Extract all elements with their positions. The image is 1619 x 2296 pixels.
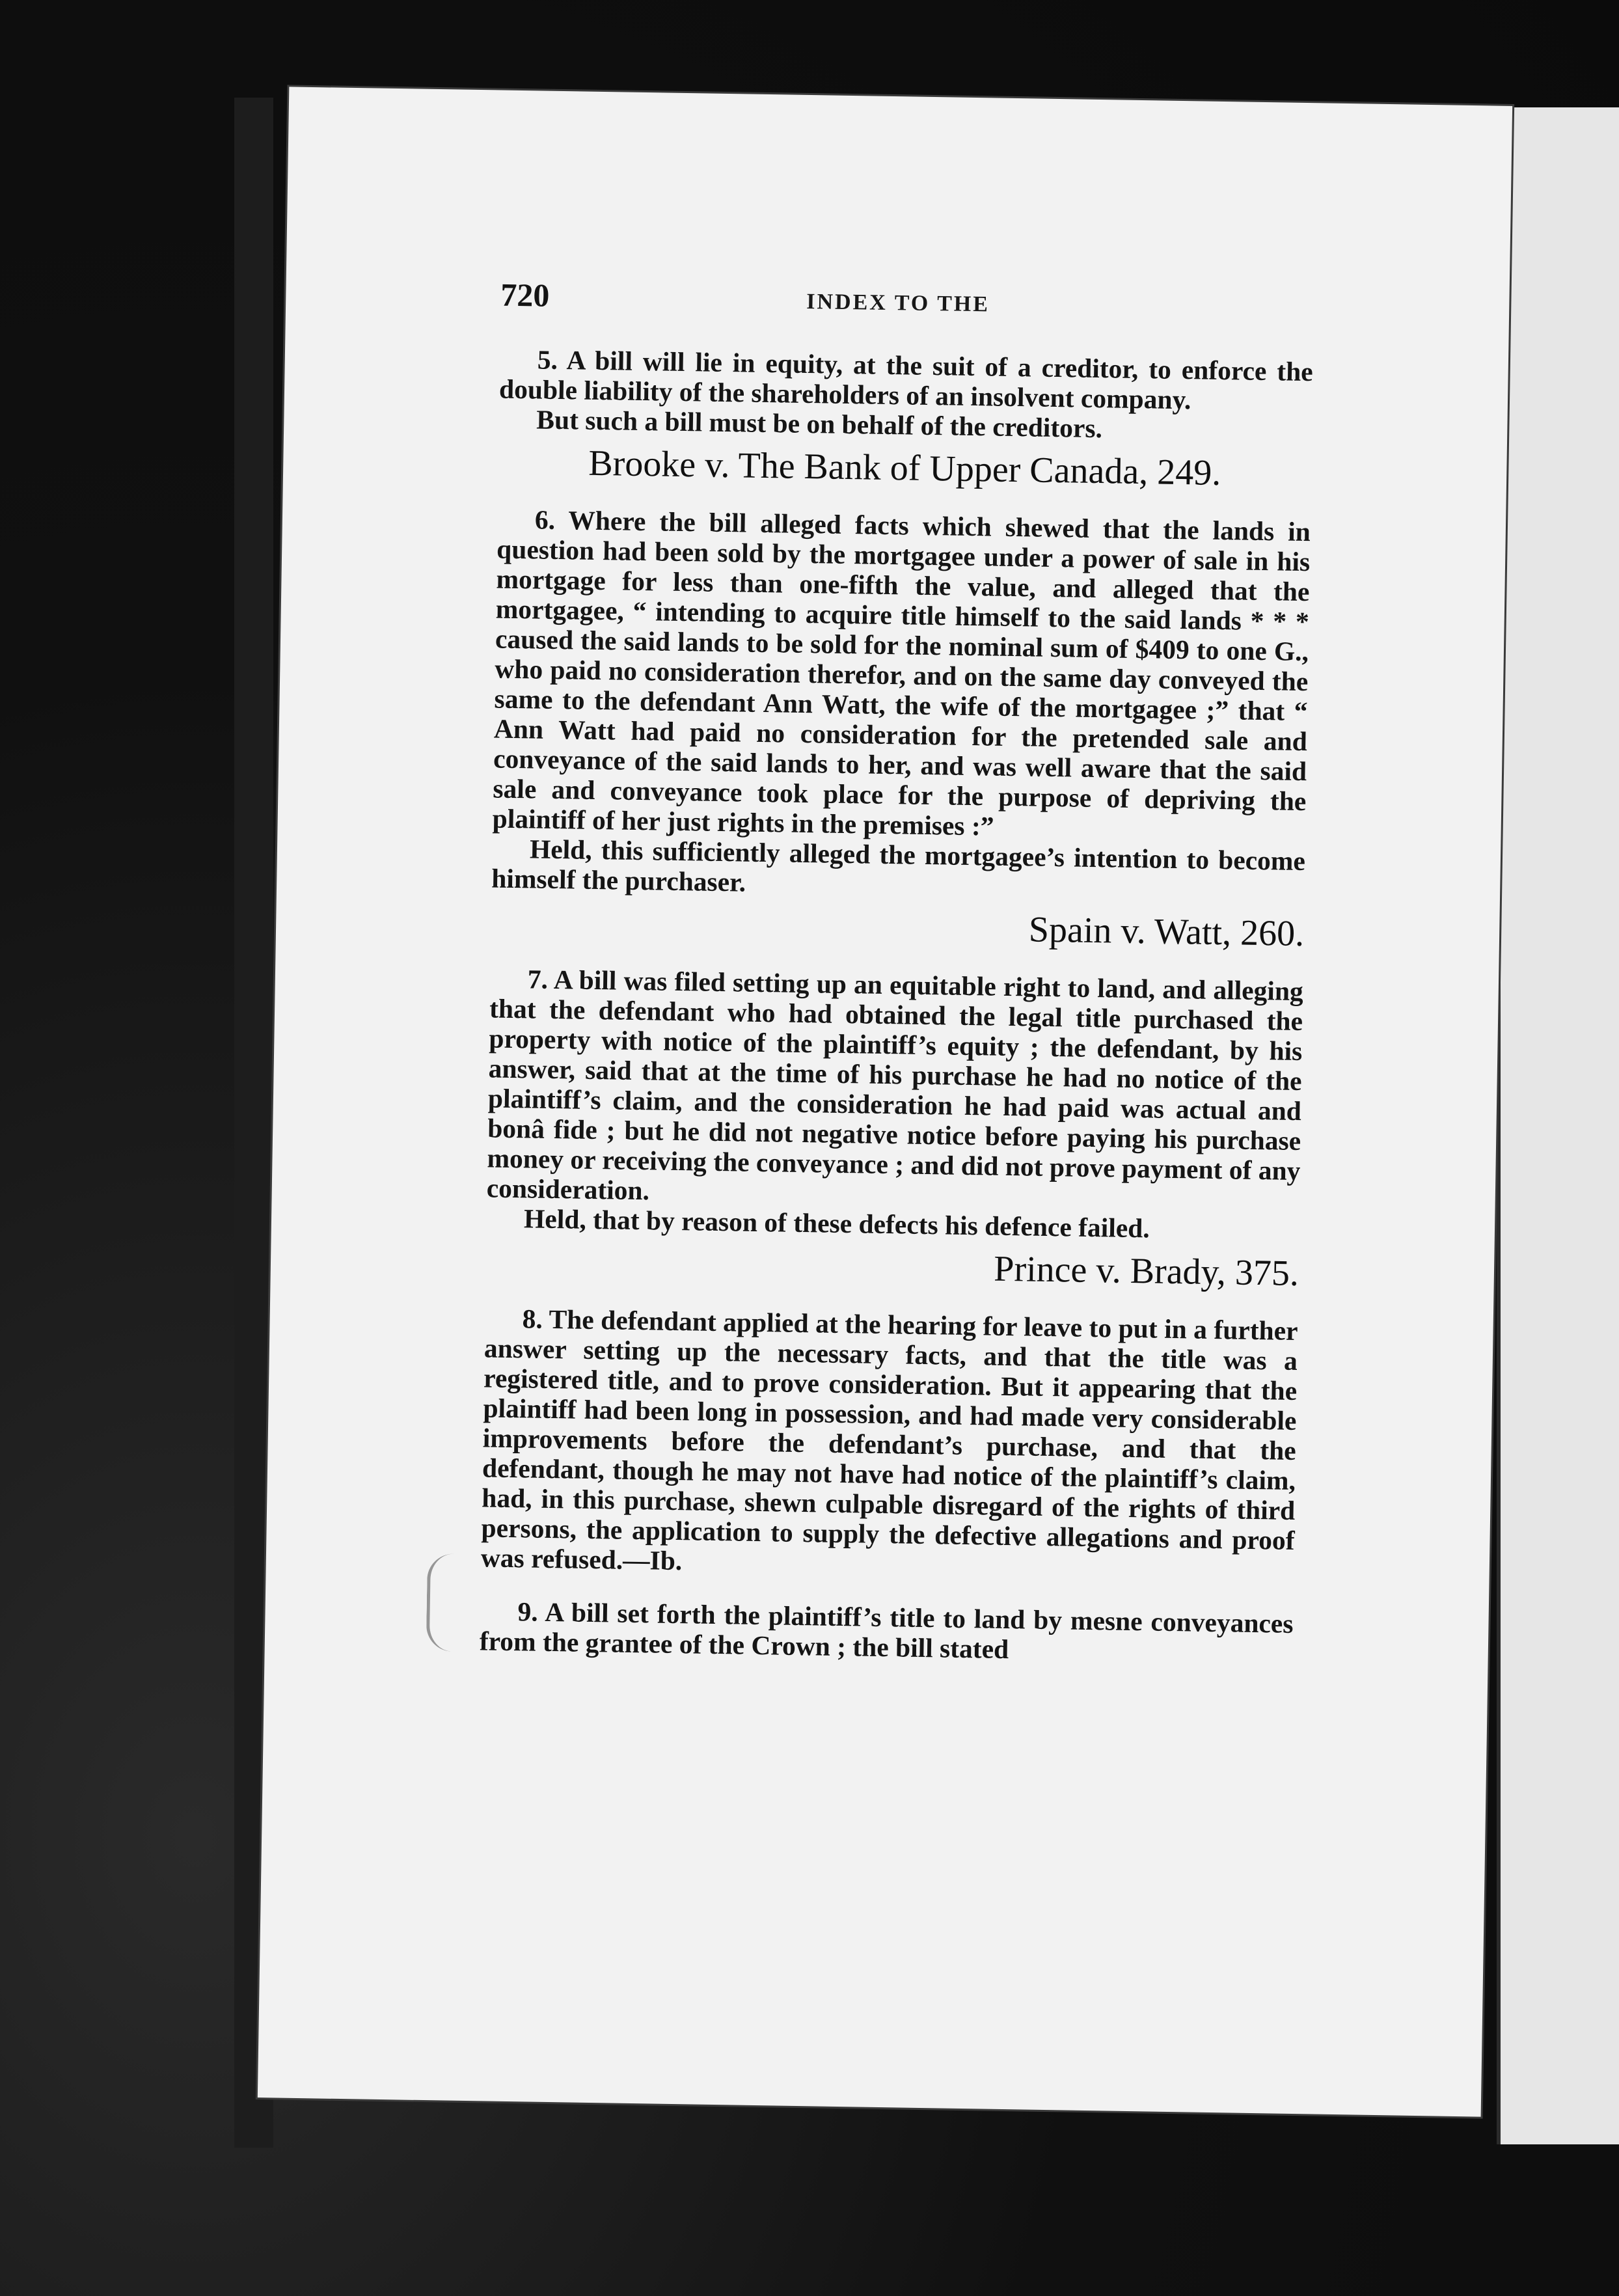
- index-entry-6: [491, 504, 1311, 957]
- page-number: 720: [500, 276, 550, 314]
- entry-paragraph: 9. A bill set forth the plaintiff’s title to land by mesne conveyances from the grantee of the Crown ; the bill stated: [479, 1596, 1294, 1665]
- entry-paragraph: 5. A bill will lie in equity, at the suit of a creditor, to enforce the double liability of the shareholders of an insolvent company.: [498, 344, 1314, 415]
- pencil-mark: [426, 1553, 470, 1652]
- index-entry-7: [485, 963, 1304, 1296]
- entry-paragraph: 7. A bill was filed setting up an equitable right to land, and alleging that the defendant who had obtained the legal title purchased the property with notice of the plaintiff’s equity ; the defendant, by his answer, said that at the time of his purchase he had no notice of the plaintiff’s claim, and the consideration he had paid was actual and bonâ fide ; but he did not negative notice before paying his purchase money or receiving the conveyance ; and did not prove payment of any consideration.: [486, 964, 1304, 1206]
- index-entry-5: [498, 344, 1313, 498]
- entry-paragraph: Held, that by reason of these defects his defence failed.: [523, 1203, 1150, 1244]
- book-page: [258, 87, 1512, 2116]
- case-citation: Spain v. Watt, 260.: [1028, 909, 1305, 955]
- entry-paragraph: But such a bill must be on behalf of the creditors.: [536, 404, 1103, 444]
- entry-paragraph: 8. The defendant applied at the hearing for leave to put in a further answer setting up the necessary facts, and that the title was a registered title, and to prove consideration. But it appearing that the plaintiff had been long in possession, and had made very considerable improvements before the defendant’s purchase, and that the defendant, though he may not have had notice of the plaintiff’s claim, had, in this purchase, shewn culpable disregard of the rights of third persons, the application to supply the defective allegations and proof was refused.—Ib.: [480, 1304, 1298, 1576]
- index-entry-9: [480, 1596, 1294, 1669]
- index-entry-8: [481, 1303, 1298, 1585]
- case-citation: Brooke v. The Bank of Upper Canada, 249.: [588, 443, 1221, 493]
- running-head: INDEX TO THE: [806, 289, 990, 317]
- entry-paragraph: Held, this sufficiently alleged the mortgagee’s intention to become himself the purchaser.: [491, 834, 1306, 897]
- entry-paragraph: 6. Where the bill alleged facts which shewed that the lands in question had been sold by the mortgagee under a power of sale in his mortgage for less than one-fifth the value, and alleged that the mortgagee, “ intending to acquire title himself to the said lands * * * caused the said lands to be sold for the nominal sum of $409 to one G., who paid no consideration therefor, and on the same day conveyed the same to the defendant Ann Watt, the wife of the mortgagee ;” that “ Ann Watt had paid no consideration for the pretended sale and conveyance of the said lands to her, and was well aware that the said sale and conveyance took place for the purpose of depriving the plaintiff of her just rights in the premises :”: [492, 504, 1311, 841]
- facing-page-edge: [1497, 107, 1619, 2144]
- page-content: [480, 344, 1314, 1669]
- case-citation: Prince v. Brady, 375.: [993, 1248, 1299, 1294]
- page-header: [500, 276, 1314, 335]
